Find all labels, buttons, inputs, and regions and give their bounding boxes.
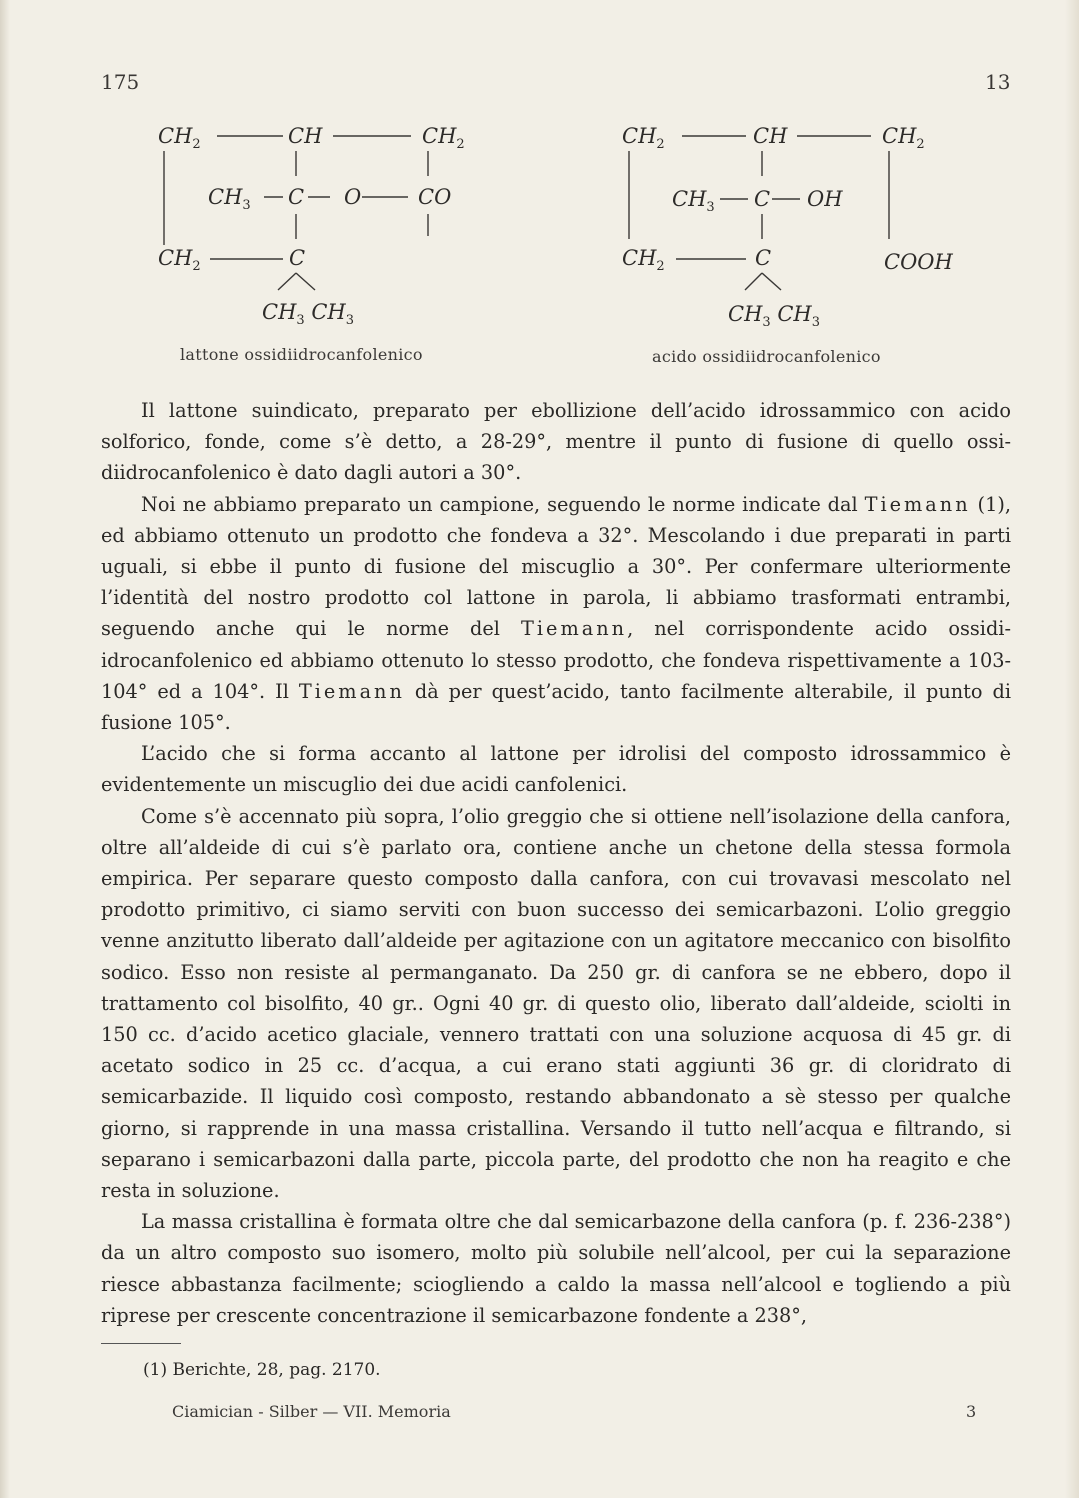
paragraph-3: L’acido che si forma accanto al lattone per idrolisi del composto idrossammico è evidentemente un miscuglio dei due acidi canfolenici.	[101, 742, 1011, 797]
page-number-right: 13	[985, 70, 1011, 94]
paragraph-4: Come s’è accennato più sopra, l’olio greggio che si ottiene nell’isolazione della canfora, oltre all’aldeide di cui s’è parlato ora, contiene anche un chetone della stessa formola empirica. Per separare questo composto dalla canfora, con cui trovavasi mescolato nel prodotto primitivo, ci siamo serviti con buon successo dei semicarbazoni. L’olio greggio venne anzitutto liberato dall’aldeide per agitazione con un agitatore meccanico con bisolfito sodico. Esso non resiste al permanganato. Da 250 gr. di canfora se ne ebbero, dopo il trattamento col bisolfito, 40 gr.. Ogni 40 gr. di questo olio, liberato dall’aldeide, sciolti in 150 cc. d’acido acetico glaciale, vennero trattati con una soluzione acquosa di 45 gr. di acetato sodico in 25 cc. d’acqua, a cui erano stati aggiunti 36 gr. di cloridrato di semicarbazide. Il liquido così composto, restando abbandonato a sè stesso per qualche giorno, si rapprende in una massa cristallina. Versando il tutto nell’acqua e filtrando, si separano i semicarbazoni dalla parte, piccola parte, del prodotto che non ha reagito e che resta in soluzione.	[101, 804, 1011, 1203]
body-text	[101, 395, 1011, 1331]
formula-left-ch2-top-left: $CH_2$	[158, 124, 201, 152]
author-name: Tiemann	[298, 679, 405, 703]
formula-right-caption: acido ossidiidrocanfolenico	[652, 347, 881, 366]
formula-bonds	[0, 0, 1079, 400]
formula-right-ch-top: CH	[753, 124, 788, 148]
formula-left-c-mid: C	[288, 185, 305, 209]
formula-left-o: O	[344, 185, 362, 209]
footer-right: 3	[966, 1402, 977, 1421]
formula-left-ch3: $CH_3$	[208, 185, 251, 213]
author-name: Tiemann	[864, 492, 971, 516]
formula-left-ch2-top-right: $CH_2$	[422, 124, 465, 152]
author-name: Tiemann	[521, 617, 628, 641]
formula-left-co: CO	[418, 185, 452, 209]
footnote-rule	[101, 1343, 181, 1344]
formula-right-ch2-bottom: $CH_2$	[622, 246, 665, 274]
formula-left-ch-top: CH	[288, 124, 323, 148]
formula-right-oh: OH	[807, 187, 843, 211]
formula-left-ch3-ch3: $CH_3$ $CH_3$	[262, 300, 355, 328]
formula-right-ch2-top-right: $CH_2$	[882, 124, 925, 152]
footnote: (1) Berichte, 28, pag. 2170.	[143, 1360, 381, 1380]
formula-left-caption: lattone ossidiidrocanfolenico	[180, 345, 423, 364]
formula-right-cooh: COOH	[884, 250, 953, 274]
formula-left-ch2-bottom: $CH_2$	[158, 246, 201, 274]
formula-right-ch2-top-left: $CH_2$	[622, 124, 665, 152]
paragraph-2: Noi ne abbiamo preparato un campione, seguendo le norme indicate dal Tiemann (1), ed abbiamo ottenuto un prodotto che fondeva a 32°. Mescolando i due preparati in parti uguali, si ebbe il punto di fusione del miscuglio a 30°. Per confermare ulteriormente l’identità del nostro prodotto col lattone in parola, li abbiamo trasformati entrambi, seguendo anche qui le norme del Tiemann, nel corrispondente acido ossidi-idrocanfolenico ed abbiamo ottenuto lo stesso prodotto, che fondeva rispettivamente a 103-104° ed a 104°. Il Tiemann dà per quest’acido, tanto facilmente alterabile, il punto di fusione 105°.	[101, 492, 1011, 735]
footer-left: Ciamician - Silber — VII. Memoria	[172, 1402, 451, 1421]
formula-right-c-bottom: C	[755, 246, 772, 270]
formula-right-c-mid: C	[754, 187, 771, 211]
paragraph-1: Il lattone suindicato, preparato per ebollizione dell’acido idrossammico con acido solforico, fonde, come s’è detto, a 28-29°, mentre il punto di fusione di quello ossi-diidrocanfolenico è dato dagli autori a 30°.	[101, 399, 1011, 485]
paragraph-5: La massa cristallina è formata oltre che dal semicarbazone della canfora (p. f. 236-238°) da un altro composto suo isomero, molto più solubile nell’alcool, per cui la separazione riesce abbastanza facilmente; sciogliendo a caldo la massa nell’alcool e togliendo a più riprese per crescente concentrazione il semicarbazone fondente a 238°,	[101, 1210, 1011, 1327]
formula-right-ch3: $CH_3$	[672, 187, 715, 215]
formula-right-ch3-ch3: $CH_3$ $CH_3$	[728, 302, 821, 330]
formula-left-c-bottom: C	[289, 246, 306, 270]
page-number-left: 175	[101, 70, 140, 94]
